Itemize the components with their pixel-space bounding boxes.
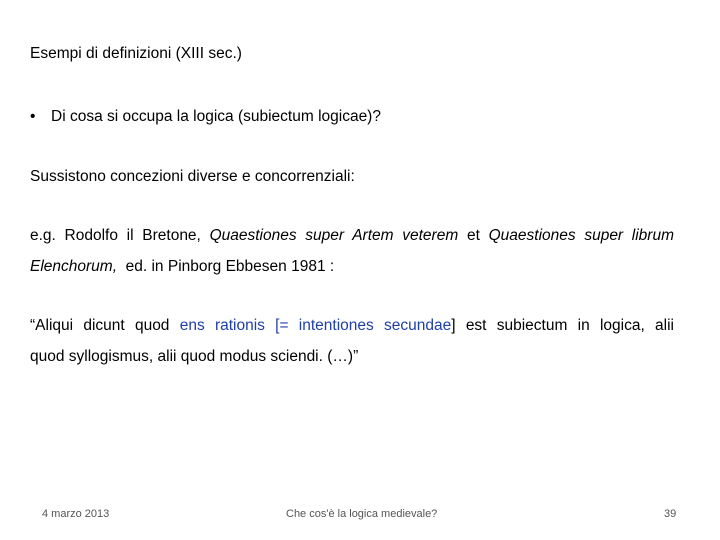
- quote-open: “Aliqui dicunt quod: [30, 317, 180, 334]
- quote-line-1: [30, 316, 674, 336]
- citation-line-1: [30, 226, 674, 246]
- citation-mid: et: [458, 227, 489, 244]
- citation-title-1: Quaestiones super Artem veterem: [209, 227, 459, 244]
- intro-text: Sussistono concezioni diverse e concorrenziali:: [30, 168, 355, 185]
- slide-title: Esempi di definizioni (XIII sec.): [30, 45, 242, 62]
- citation-title-2b: Elenchorum,: [30, 258, 118, 275]
- quote-after: ] est subiectum in logica, alii: [451, 317, 674, 334]
- footer-title: Che cos'è la logica medievale?: [286, 508, 438, 520]
- citation-line-2: [30, 257, 334, 277]
- quote-line-2: quod syllogismus, alii quod modus sciendi. (…)”: [30, 348, 359, 365]
- citation-title-2a: Quaestiones super librum: [488, 227, 674, 244]
- citation-suffix: ed. in Pinborg Ebbesen 1981 :: [117, 258, 335, 275]
- citation-prefix: e.g. Rodolfo il Bretone,: [30, 227, 210, 244]
- quote-highlight: ens rationis [= intentiones secundae: [179, 317, 452, 334]
- footer-page-number: 39: [664, 508, 677, 520]
- footer-date: 4 marzo 2013: [42, 508, 110, 520]
- bullet-marker: •: [30, 108, 36, 125]
- bullet-text: Di cosa si occupa la logica (subiectum logicae)?: [51, 108, 381, 125]
